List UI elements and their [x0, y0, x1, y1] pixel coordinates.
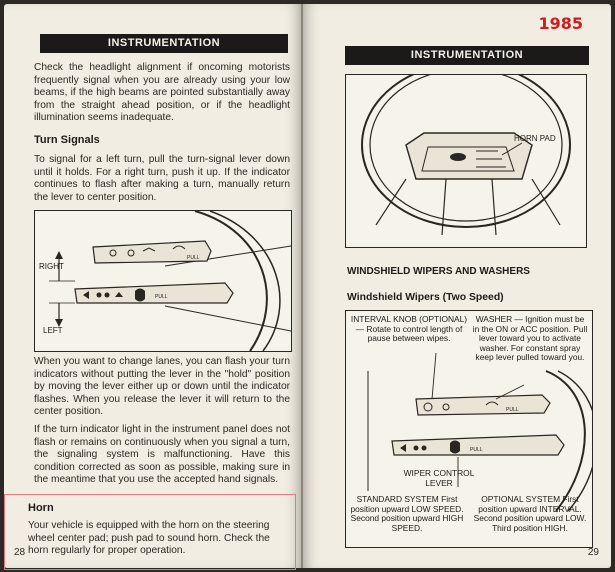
- turn-signal-lever-drawing: [35, 211, 291, 351]
- pull-label-upper: PULL: [187, 255, 200, 261]
- pull-label-lower: PULL: [155, 294, 168, 300]
- steering-wheel-drawing: [346, 75, 586, 247]
- pull-label-lower: PULL: [470, 447, 483, 453]
- turn-signals-paragraph: To signal for a left turn, pull the turn-signal lever down until it holds. For a right turn, push it up. If the indicator continues to flash after making a turn, manually return the lever to center position.: [34, 154, 290, 203]
- turn-signal-figure: [34, 210, 292, 352]
- wiper-control-lever-label: WIPER CONTROL LEVER: [403, 468, 475, 488]
- page-number-left: 28: [14, 547, 26, 558]
- year-annotation: 1985: [538, 14, 583, 33]
- horn-pad-figure: [345, 74, 587, 248]
- right-page: [303, 4, 611, 568]
- left-label: LEFT: [43, 326, 63, 335]
- right-label: RIGHT: [39, 262, 64, 271]
- wipers-heading: WINDSHIELD WIPERS AND WASHERS: [347, 266, 530, 277]
- horn-heading: Horn: [28, 502, 54, 514]
- horn-pad-label: HORN PAD: [514, 134, 556, 143]
- interval-knob-label: INTERVAL KNOB (OPTIONAL) — Rotate to control length of pause between wipes.: [350, 314, 468, 344]
- wipers-subheading: Windshield Wipers (Two Speed): [347, 292, 504, 303]
- lane-change-paragraph: When you want to change lanes, you can flash your turn indicators without putting the lever in the "hold" position by moving the lever either up or down until the indicator flashes. When you release the lever it will return to the center position.: [34, 356, 290, 418]
- headlight-paragraph: Check the headlight alignment if oncoming motorists frequently signal when you are already using your low beams, if the high beams are pointed substantially away from the straight ahead position, or if the headlight illumination seems inadequate.: [34, 62, 290, 124]
- standard-system-label: STANDARD SYSTEM First position upward LOW SPEED. Second position upward HIGH SPEED.: [350, 494, 464, 533]
- page-banner: INSTRUMENTATION: [345, 46, 589, 65]
- wiper-figure: [345, 310, 593, 548]
- horn-paragraph: Your vehicle is equipped with the horn on the steering wheel center pad; push pad to sound horn. Check the horn regularly for proper operation.: [28, 520, 270, 557]
- page-banner: INSTRUMENTATION: [40, 34, 288, 53]
- indicator-paragraph: If the turn indicator light in the instrument panel does not flash or remains on continuously when you signal a turn, the signaling system is malfunctioning. Have this condition corrected as soon as possible, making sure in the meantime that you use the accepted hand signals.: [34, 424, 290, 486]
- pull-label-upper: PULL: [506, 407, 519, 413]
- turn-signals-heading: Turn Signals: [34, 134, 100, 146]
- left-page: [4, 4, 301, 568]
- optional-system-label: OPTIONAL SYSTEM First position upward INTERVAL. Second position upward LOW. Third position HIGH.: [473, 494, 587, 533]
- washer-label: WASHER — Ignition must be in the ON or ACC position. Pull lever toward you to activate washer. For constant spray keep lever pulled toward you.: [472, 314, 588, 363]
- page-number-right: 29: [587, 547, 599, 558]
